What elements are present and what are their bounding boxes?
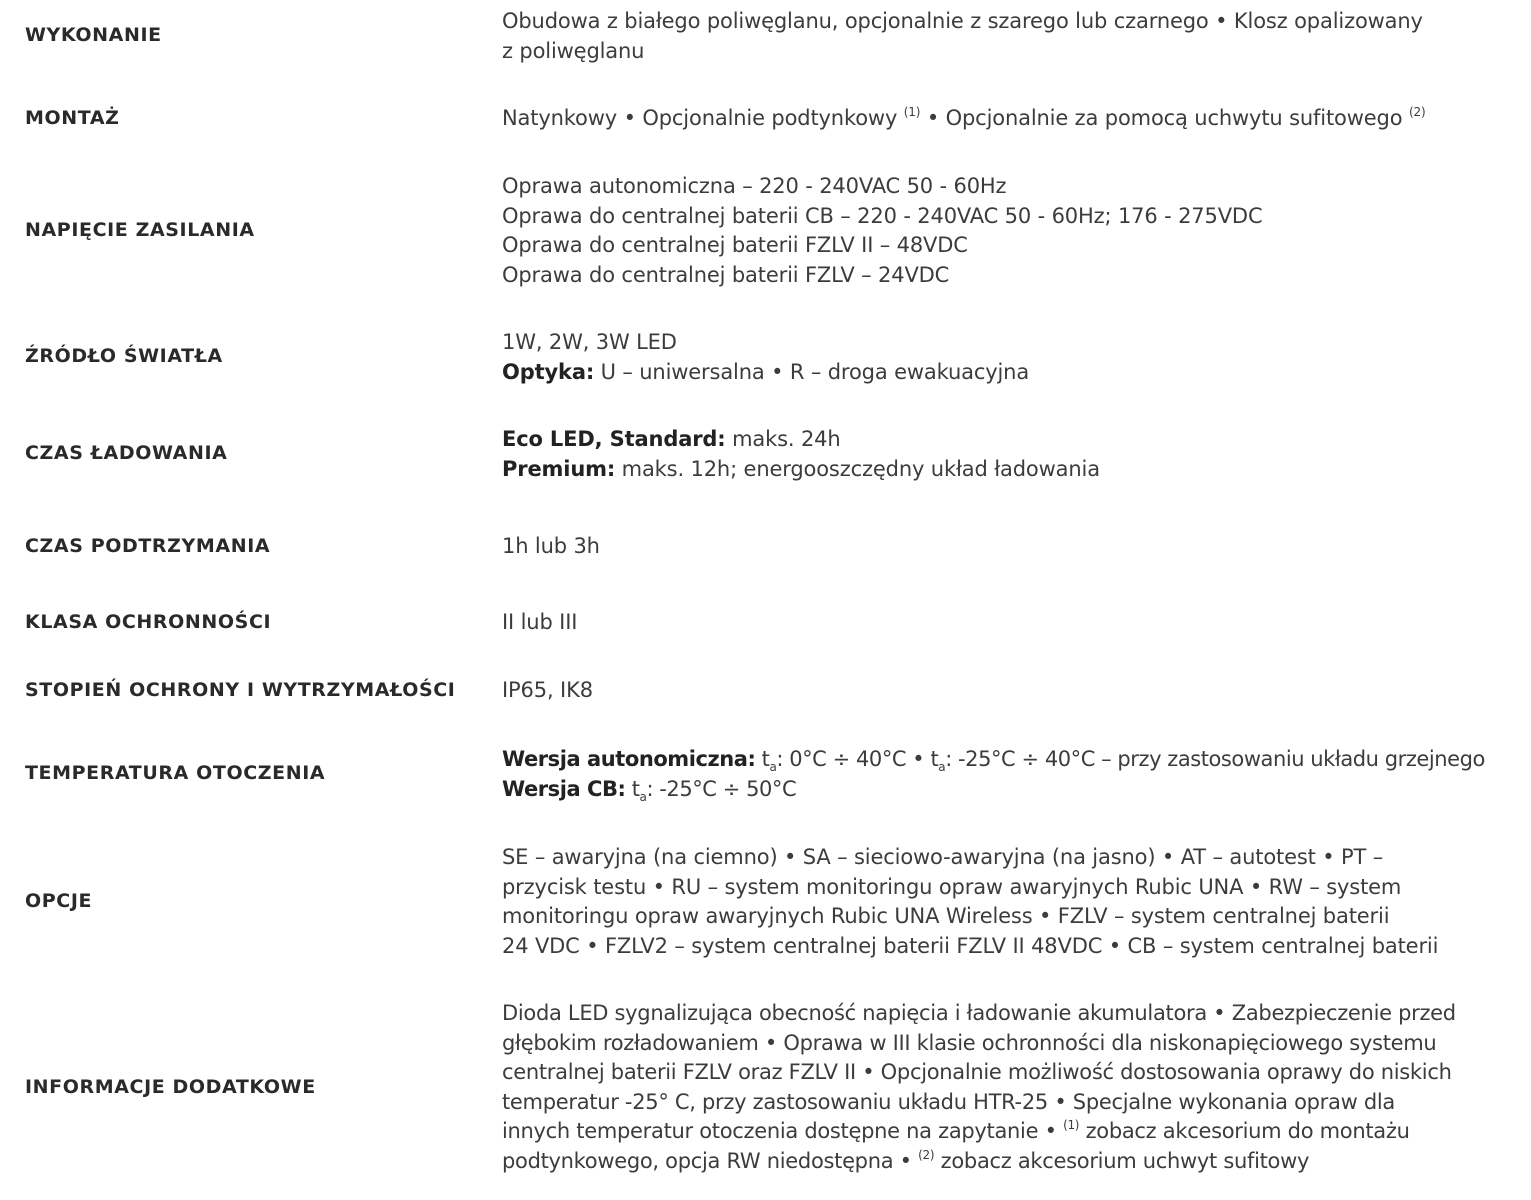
spec-value-line: monitoringu opraw awaryjnych Rubic UNA Wireless • FZLV – system centralnej baterii [502, 904, 1390, 929]
temp-subscript: a [769, 760, 777, 774]
spec-value-line: Oprawa do centralnej baterii CB – 220 - 240VAC 50 - 60Hz; 176 - 275VDC [502, 203, 1263, 228]
spec-value-line: SE – awaryjna (na ciemno) • SA – sieciowo-awaryjna (na jasno) • AT – autotest • PT – [502, 845, 1384, 869]
spec-label: CZAS ŁADOWANIA [25, 442, 228, 464]
spec-label: CZAS PODTRZYMANIA [25, 535, 271, 557]
spec-value [502, 532, 1531, 562]
spec-value-line: Oprawa autonomiczna – 220 - 240VAC 50 - 60Hz [502, 174, 1007, 198]
temp-symbol: t [761, 747, 770, 771]
spec-value [502, 328, 1531, 387]
spec-value-line: 1W, 2W, 3W LED [502, 330, 677, 354]
spec-value-line [502, 358, 1531, 388]
footnote-marker: (2) [918, 1147, 935, 1162]
spec-label: INFORMACJE DODATKOWE [25, 1076, 316, 1098]
bold-label: Optyka: [502, 359, 595, 384]
spec-value-line: głębokim rozładowaniem • Oprawa w III klasie ochronności dla niskonapięciowego systemu [502, 1030, 1437, 1055]
spec-label: NAPIĘCIE ZASILANIA [25, 219, 255, 241]
text-segment: zobacz akcesorium do montażu [1079, 1119, 1410, 1144]
temp-symbol: t [631, 776, 640, 801]
spec-value [502, 676, 1531, 706]
spec-value-line [502, 104, 1531, 134]
spec-value [502, 172, 1531, 290]
spec-label: WYKONANIE [25, 24, 162, 46]
spec-value-line [502, 425, 1531, 455]
spec-value-line: temperatur -25° C, przy zastosowaniu układu HTR-25 • Specjalne wykonania opraw dla [502, 1089, 1395, 1114]
spec-value [502, 843, 1531, 961]
spec-value-line: z poliwęglanu [502, 38, 645, 63]
spec-label: STOPIEŃ OCHRONY I WYTRZYMAŁOŚCI [25, 679, 456, 701]
bold-label: Premium: [502, 456, 616, 481]
text-segment: • Opcjonalnie za pomocą uchwytu sufitowego [926, 106, 1403, 130]
bold-label: Eco LED, Standard: [502, 427, 726, 451]
spec-value [502, 7, 1531, 66]
text-segment: : -25°C ÷ 40°C – przy zastosowaniu układu grzejnego [945, 747, 1485, 771]
spec-value-line [502, 745, 1531, 775]
spec-value [502, 425, 1531, 484]
spec-value-line: centralnej baterii FZLV oraz FZLV II • Opcjonalnie możliwość dostosowania oprawy do niskich [502, 1060, 1452, 1085]
spec-value-line: IP65, IK8 [502, 678, 593, 702]
footnote-marker: (2) [1408, 105, 1426, 119]
text-segment: U – uniwersalna • R – droga ewakuacyjna [594, 359, 1030, 384]
spec-value-line [502, 775, 1531, 805]
spec-value [502, 608, 1531, 638]
text-segment: innych temperatur otoczenia dostępne na zapytanie • [502, 1119, 1057, 1144]
footnote-marker: (1) [1063, 1118, 1080, 1133]
temp-subscript: a [938, 760, 946, 774]
spec-value-line: Dioda LED sygnalizująca obecność napięcia i ładowanie akumulatora • Zabezpieczenie przed [502, 1001, 1456, 1025]
spec-value-line [502, 455, 1531, 485]
text-segment: maks. 24h [725, 427, 841, 451]
spec-value-line [502, 1147, 1531, 1177]
temp-subscript: a [639, 789, 647, 804]
spec-value-line: 24 VDC • FZLV2 – system centralnej baterii FZLV II 48VDC • CB – system centralnej baterii [502, 933, 1439, 958]
spec-label: MONTAŻ [25, 107, 120, 129]
spec-value-line: II lub III [502, 610, 578, 634]
spec-value-line: Obudowa z białego poliwęglanu, opcjonalnie z szarego lub czarnego • Klosz opalizowany [502, 9, 1423, 33]
spec-value-line: 1h lub 3h [502, 534, 600, 558]
text-segment: Natynkowy • Opcjonalnie podtynkowy [502, 106, 898, 130]
spec-label: ŹRÓDŁO ŚWIATŁA [25, 345, 223, 367]
bold-label: Wersja CB: [502, 776, 626, 801]
text-segment: : 0°C ÷ 40°C • [776, 747, 925, 771]
spec-value-line [502, 1117, 1531, 1147]
temp-symbol: t [930, 747, 939, 771]
spec-label: OPCJE [25, 890, 93, 912]
spec-value [502, 745, 1531, 804]
spec-label: KLASA OCHRONNOŚCI [25, 611, 272, 633]
spec-label: TEMPERATURA OTOCZENIA [25, 762, 326, 784]
text-segment: zobacz akcesorium uchwyt sufitowy [934, 1148, 1310, 1173]
bold-label: Wersja autonomiczna: [502, 747, 756, 771]
spec-value [502, 104, 1531, 134]
spec-value-line: przycisk testu • RU – system monitoringu opraw awaryjnych Rubic UNA • RW – system [502, 874, 1402, 899]
spec-value [502, 999, 1531, 1177]
text-segment: maks. 12h; energooszczędny układ ładowania [615, 456, 1100, 481]
text-segment: : -25°C ÷ 50°C [646, 776, 797, 801]
text-segment: podtynkowego, opcja RW niedostępna • [502, 1148, 912, 1173]
footnote-marker: (1) [903, 105, 921, 119]
spec-value-line: Oprawa do centralnej baterii FZLV II – 48VDC [502, 233, 968, 258]
spec-value-line: Oprawa do centralnej baterii FZLV – 24VDC [502, 262, 950, 287]
